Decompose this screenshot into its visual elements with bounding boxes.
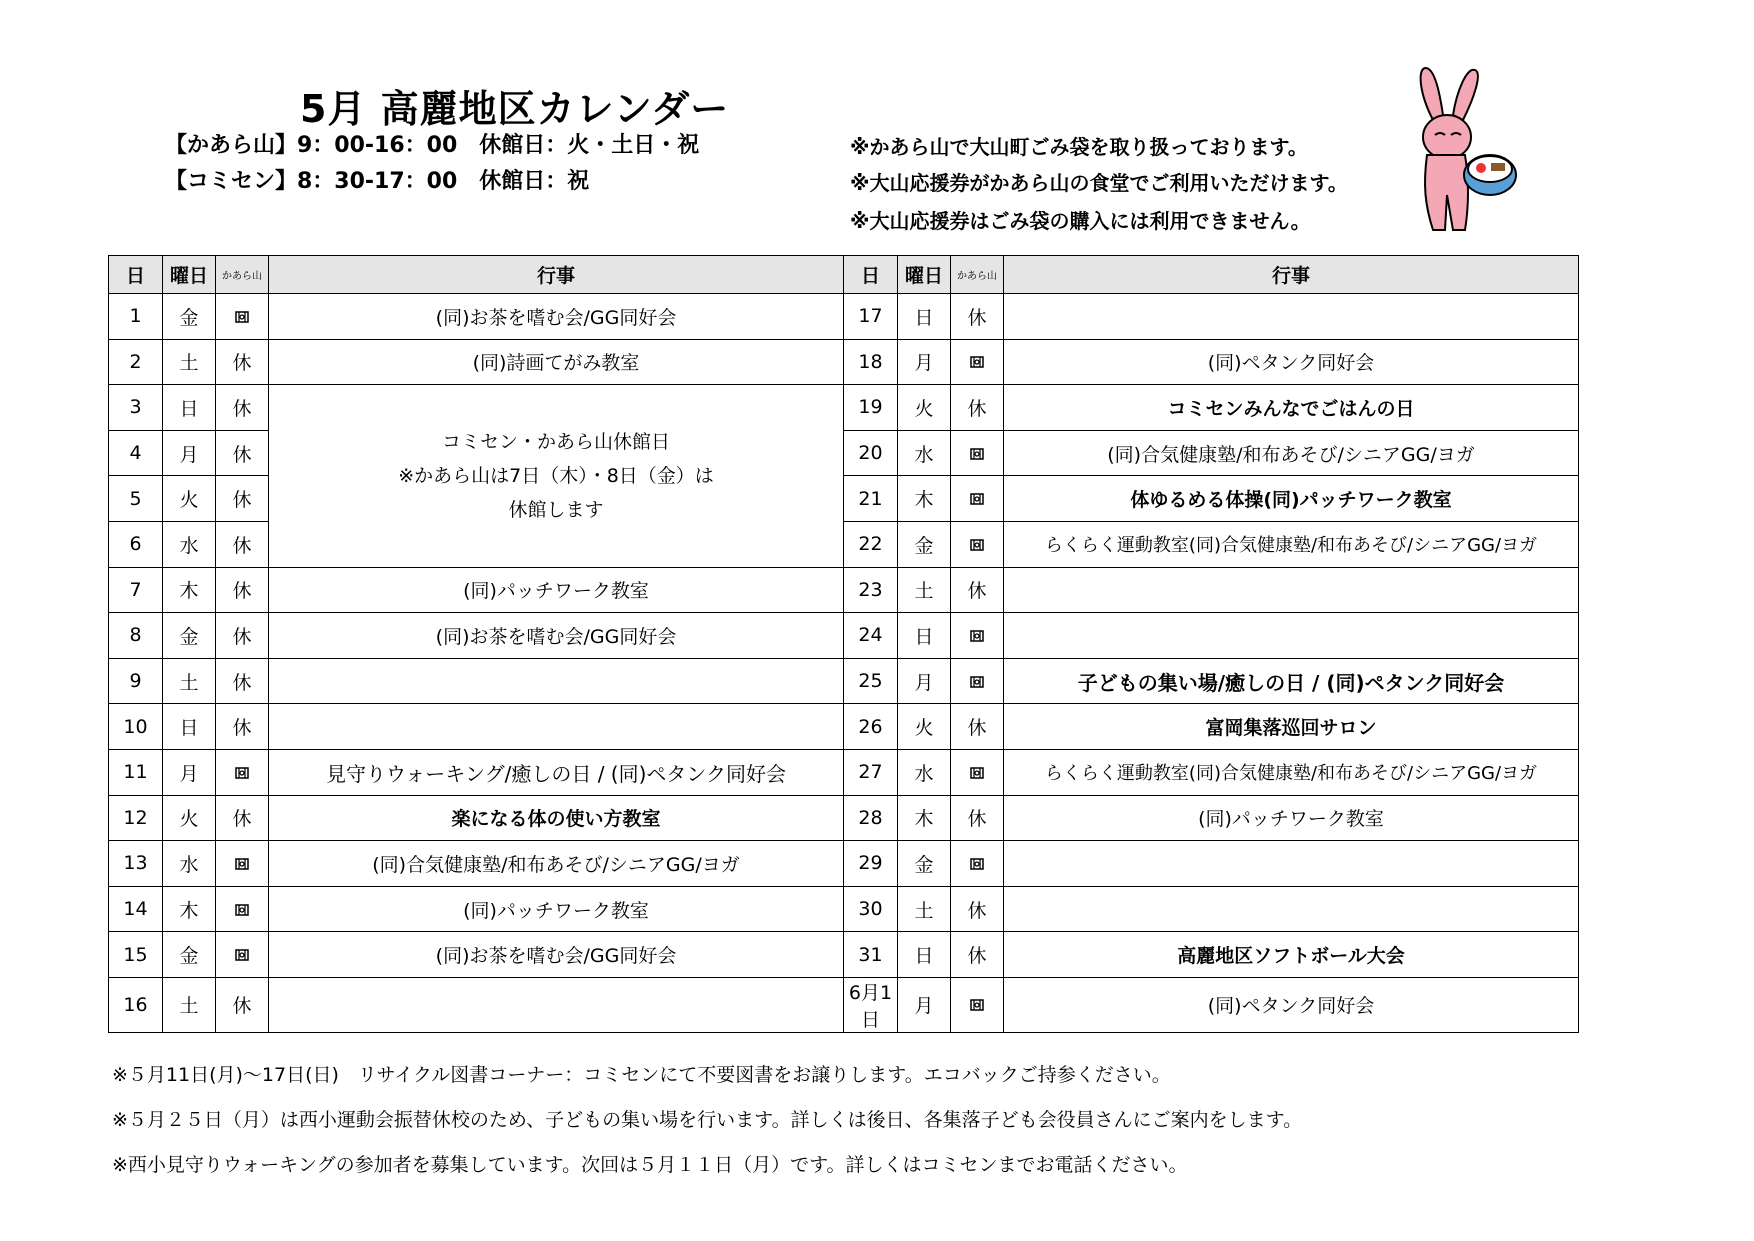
weekday-cell: 月 [898,339,951,385]
day-cell: 20 [844,430,898,476]
footer-note-kids-gathering: ※５月２５日（月）は西小運動会振替休校のため、子どもの集い場を行います。詳しくは後日、各集落子ども会役員さんにご案内をします。 [112,1109,1303,1131]
meal-tray-icon [951,658,1004,704]
weekday-cell: 月 [898,977,951,1032]
event-cell: (同)お茶を嗜む会/GG同好会 [269,294,844,340]
day-cell: 25 [844,658,898,704]
komisen-hours: 【コミセン】8：30-17：00 休館日：祝 [165,169,590,194]
event-cell: (同)お茶を嗜む会/GG同好会 [269,613,844,659]
day-cell: 31 [844,932,898,978]
closed-mark: 休 [216,613,269,659]
day-cell: 17 [844,294,898,340]
weekday-cell: 木 [898,795,951,841]
table-row [109,704,1579,750]
weekday-cell: 火 [898,385,951,431]
event-cell [269,658,844,704]
header-day: 日 [844,256,898,294]
footer-note-watch-walking: ※西小見守りウォーキングの参加者を募集しています。次回は５月１１日（月）です。詳しくはコミセンまでお電話ください。 [112,1154,1188,1176]
meal-tray-icon [951,749,1004,795]
table-row [109,886,1579,932]
day-cell: 6 [109,521,163,567]
day-cell: 19 [844,385,898,431]
closed-mark: 休 [951,886,1004,932]
header-kaarayama: かあら山 [216,256,269,294]
table-row [109,841,1579,887]
event-cell: (同)ペタンク同好会 [1004,339,1579,385]
weekday-cell: 日 [898,294,951,340]
closed-mark: 休 [216,567,269,613]
weekday-cell: 日 [163,704,216,750]
weekday-cell: 日 [898,613,951,659]
note-voucher-cafeteria: ※大山応援券がかあら山の食堂でご利用いただけます。 [850,171,1348,195]
weekday-cell: 水 [163,521,216,567]
table-row [109,749,1579,795]
event-cell [1004,886,1579,932]
meal-tray-icon [216,932,269,978]
weekday-cell: 土 [163,339,216,385]
table-row [109,613,1579,659]
day-cell: 1 [109,294,163,340]
event-cell: 富岡集落巡回サロン [1004,704,1579,750]
footer-note-recycle-books: ※５月11日(月)～17日(日) リサイクル図書コーナー：コミセンにて不要図書をお譲りします。エコバックご持参ください。 [112,1064,1171,1086]
event-cell: (同)合気健康塾/和布あそび/シニアGG/ヨガ [269,841,844,887]
weekday-cell: 火 [898,704,951,750]
day-cell: 3 [109,385,163,431]
day-cell: 28 [844,795,898,841]
closed-mark: 休 [216,385,269,431]
meal-tray-icon [951,977,1004,1032]
closed-mark: 休 [216,430,269,476]
event-cell [1004,613,1579,659]
closed-mark: 休 [951,385,1004,431]
table-row [109,567,1579,613]
day-cell: 4 [109,430,163,476]
note-garbage-bags: ※かあら山で大山町ごみ袋を取り扱っております。 [850,135,1308,159]
weekday-cell: 金 [898,841,951,887]
event-cell: (同)パッチワーク教室 [1004,795,1579,841]
day-cell: 29 [844,841,898,887]
meal-tray-icon [216,749,269,795]
day-cell: 18 [844,339,898,385]
weekday-cell: 水 [898,749,951,795]
event-cell: (同)詩画てがみ教室 [269,339,844,385]
weekday-cell: 金 [163,932,216,978]
table-row [109,339,1579,385]
day-cell: 6月1日 [844,977,898,1032]
event-cell: らくらく運動教室(同)合気健康塾/和布あそび/シニアGG/ヨガ [1004,521,1579,567]
weekday-cell: 日 [898,932,951,978]
closed-mark: 休 [216,339,269,385]
day-cell: 2 [109,339,163,385]
weekday-cell: 金 [163,613,216,659]
weekday-cell: 金 [898,521,951,567]
page-title: 5月 高麗地区カレンダー [300,87,730,131]
table-row [109,658,1579,704]
day-cell: 16 [109,977,163,1032]
weekday-cell: 日 [163,385,216,431]
closed-mark: 休 [216,704,269,750]
day-cell: 8 [109,613,163,659]
meal-tray-icon [951,841,1004,887]
weekday-cell: 月 [163,749,216,795]
event-cell [269,704,844,750]
weekday-cell: 金 [163,294,216,340]
rabbit-mascot-icon [1395,65,1520,235]
weekday-cell: 木 [163,886,216,932]
day-cell: 13 [109,841,163,887]
closure-line-3: 休館します [508,498,604,521]
meal-tray-icon [951,476,1004,522]
day-cell: 11 [109,749,163,795]
weekday-cell: 木 [898,476,951,522]
weekday-cell: 水 [898,430,951,476]
day-cell: 15 [109,932,163,978]
weekday-cell: 火 [163,476,216,522]
day-cell: 10 [109,704,163,750]
merged-closure-event [269,385,844,567]
meal-tray-icon [216,841,269,887]
event-cell: (同)パッチワーク教室 [269,886,844,932]
day-cell: 27 [844,749,898,795]
event-cell: コミセンみんなでごはんの日 [1004,385,1579,431]
event-cell [1004,294,1579,340]
closed-mark: 休 [951,932,1004,978]
event-cell: (同)合気健康塾/和布あそび/シニアGG/ヨガ [1004,430,1579,476]
day-cell: 14 [109,886,163,932]
meal-tray-icon [951,521,1004,567]
weekday-cell: 土 [163,977,216,1032]
header-weekday: 曜日 [163,256,216,294]
day-cell: 5 [109,476,163,522]
calendar-table [108,255,1579,1033]
day-cell: 23 [844,567,898,613]
header-day: 日 [109,256,163,294]
header-event: 行事 [269,256,844,294]
kaarayama-hours: 【かあら山】9：00-16：00 休館日：火・土日・祝 [165,133,700,158]
day-cell: 26 [844,704,898,750]
meal-tray-icon [951,339,1004,385]
closed-mark: 休 [951,294,1004,340]
day-cell: 30 [844,886,898,932]
weekday-cell: 土 [163,658,216,704]
weekday-cell: 木 [163,567,216,613]
event-cell [1004,567,1579,613]
closed-mark: 休 [216,977,269,1032]
day-cell: 9 [109,658,163,704]
event-cell [269,977,844,1032]
weekday-cell: 土 [898,567,951,613]
meal-tray-icon [951,613,1004,659]
event-cell: (同)パッチワーク教室 [269,567,844,613]
closed-mark: 休 [216,521,269,567]
header-event: 行事 [1004,256,1579,294]
weekday-cell: 土 [898,886,951,932]
weekday-cell: 火 [163,795,216,841]
closed-mark: 休 [951,795,1004,841]
event-cell: 楽になる体の使い方教室 [269,795,844,841]
weekday-cell: 月 [898,658,951,704]
table-row [109,294,1579,340]
header-weekday: 曜日 [898,256,951,294]
closed-mark: 休 [216,476,269,522]
header-kaarayama: かあら山 [951,256,1004,294]
closed-mark: 休 [951,704,1004,750]
table-row [109,795,1579,841]
event-cell: 見守りウォーキング/癒しの日 / (同)ペタンク同好会 [269,749,844,795]
note-voucher-restriction: ※大山応援券はごみ袋の購入には利用できません。 [850,209,1311,233]
table-row [109,977,1579,1032]
closure-line-1: コミセン・かあら山休館日 [441,430,670,453]
closed-mark: 休 [951,567,1004,613]
meal-tray-icon [216,294,269,340]
event-cell: (同)お茶を嗜む会/GG同好会 [269,932,844,978]
event-cell: 高麗地区ソフトボール大会 [1004,932,1579,978]
event-cell: 体ゆるめる体操(同)パッチワーク教室 [1004,476,1579,522]
event-cell: 子どもの集い場/癒しの日 / (同)ペタンク同好会 [1004,658,1579,704]
meal-tray-icon [216,886,269,932]
event-cell: らくらく運動教室(同)合気健康塾/和布あそび/シニアGG/ヨガ [1004,749,1579,795]
closed-mark: 休 [216,658,269,704]
weekday-cell: 水 [163,841,216,887]
day-cell: 7 [109,567,163,613]
day-cell: 24 [844,613,898,659]
closed-mark: 休 [216,795,269,841]
event-cell [1004,841,1579,887]
day-cell: 12 [109,795,163,841]
day-cell: 21 [844,476,898,522]
event-cell: (同)ペタンク同好会 [1004,977,1579,1032]
table-row [109,385,1579,431]
closure-line-2: ※かあら山は7日（木）・8日（金）は [398,464,714,487]
day-cell: 22 [844,521,898,567]
weekday-cell: 月 [163,430,216,476]
table-row [109,932,1579,978]
table-header-row [109,256,1579,294]
meal-tray-icon [951,430,1004,476]
